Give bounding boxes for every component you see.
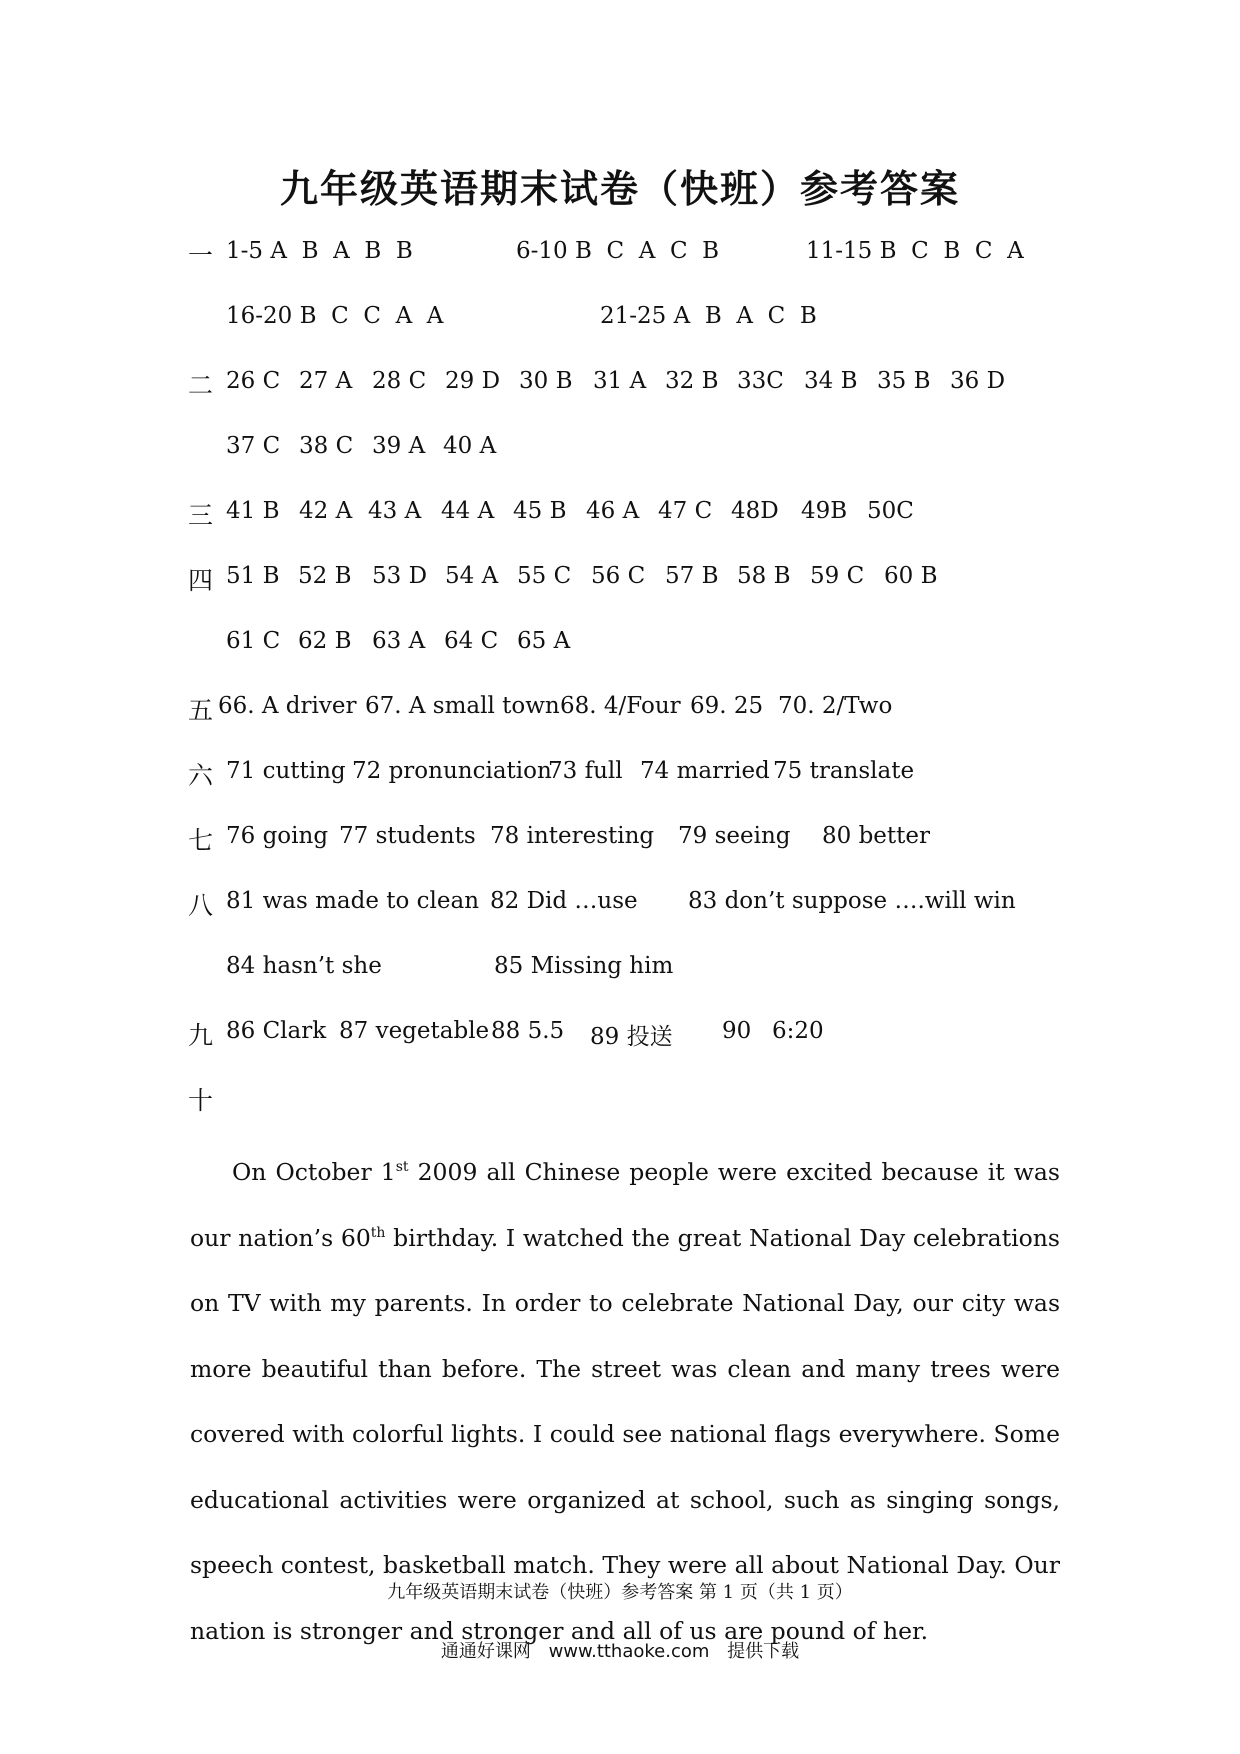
- answer-item: 55 C: [517, 563, 572, 589]
- answer-item: 76 going: [226, 823, 329, 849]
- answer-item: 51 B: [226, 563, 280, 589]
- essay-superscript: th: [370, 1224, 386, 1241]
- answer-item: 62 B: [298, 628, 352, 654]
- answer-item: 32 B: [665, 368, 719, 394]
- answer-item: 63 A: [372, 628, 426, 654]
- section-marker-7: 七: [188, 826, 214, 855]
- answer-item: 34 B: [804, 368, 858, 394]
- answer-item: 33C: [737, 368, 784, 394]
- section-marker-4: 四: [188, 566, 214, 595]
- answer-item: 70. 2/Two: [778, 693, 893, 719]
- answer-item: 86 Clark: [226, 1018, 327, 1044]
- answer-item: 26 C: [226, 368, 281, 394]
- answer-item: 52 B: [298, 563, 352, 589]
- answer-item: 79 seeing: [678, 823, 791, 849]
- answer-item: 47 C: [658, 498, 713, 524]
- answer-item: 60 B: [884, 563, 938, 589]
- answer-item: 57 B: [665, 563, 719, 589]
- answer-item: 75 translate: [773, 758, 915, 784]
- answer-item: 61 C: [226, 628, 281, 654]
- answer-item: 29 D: [445, 368, 501, 394]
- answer-item: 67. A small town: [365, 693, 560, 719]
- section-marker-6: 六: [188, 761, 214, 790]
- answer-item: 71 cutting: [226, 758, 346, 784]
- answer-item: 27 A: [299, 368, 353, 394]
- answer-item: 83 don’t suppose ….will win: [688, 888, 1016, 914]
- answer-item: 59 C: [810, 563, 865, 589]
- site-name: 通通好课网: [440, 1641, 531, 1662]
- answer-item: 88 5.5: [491, 1018, 565, 1044]
- answer-item: 85 Missing him: [494, 953, 674, 979]
- answer-item: 50C: [867, 498, 914, 524]
- answer-item: 43 A: [368, 498, 422, 524]
- essay-superscript: st: [395, 1159, 409, 1175]
- answer-item: 82 Did …use: [490, 888, 638, 914]
- download-footer: [0, 1637, 1240, 1663]
- essay-text: On October 1: [232, 1158, 396, 1186]
- answer-item: 58 B: [737, 563, 791, 589]
- essay-text: birthday. I watched the great National Day celebrations on TV with my parents. In order to celebrate National Day, our city was more beautiful than before. The street was clean and many trees were covered with colorful lights. I could see national flags everywhere. Some educational activities were organized at school, such as singing songs, speech contest, basketball match. They were all about National Day. Our nation is stronger and stronger and all of us are pound of her.: [190, 1223, 1060, 1645]
- answer-item: 66. A driver: [218, 693, 357, 719]
- answer-item: 73 full: [548, 758, 623, 784]
- answer-group: 11-15 B C B C A: [806, 238, 1024, 264]
- answer-item: 46 A: [586, 498, 640, 524]
- answer-item: 80 better: [822, 823, 931, 849]
- section-marker-2: 二: [188, 371, 214, 400]
- answer-item: 49B: [801, 498, 848, 524]
- answer-item: 35 B: [877, 368, 931, 394]
- answer-item: 31 A: [593, 368, 647, 394]
- answer-item: 37 C: [226, 433, 281, 459]
- section-marker-10: 十: [188, 1086, 214, 1115]
- answer-item: 41 B: [226, 498, 280, 524]
- answer-item: 74 married: [640, 758, 770, 784]
- answer-item: 64 C: [444, 628, 499, 654]
- page-footer: 九年级英语期末试卷（快班）参考答案 第 1 页（共 1 页）: [387, 1582, 853, 1603]
- answer-item: 56 C: [591, 563, 646, 589]
- page-title: 九年级英语期末试卷（快班）参考答案: [279, 167, 960, 211]
- answer-group: 21-25 A B A C B: [600, 303, 817, 329]
- answer-item: 77 students: [339, 823, 476, 849]
- answer-item: 30 B: [519, 368, 573, 394]
- answer-item: 90: [722, 1018, 752, 1044]
- answer-item: 48D: [731, 498, 779, 524]
- answer-item: 54 A: [445, 563, 499, 589]
- answer-item: 42 A: [299, 498, 353, 524]
- answer-item: 87 vegetable: [339, 1018, 490, 1044]
- answer-item: 36 D: [950, 368, 1006, 394]
- answer-item: 38 C: [299, 433, 354, 459]
- section-marker-9: 九: [188, 1021, 214, 1050]
- answer-item: 39 A: [372, 433, 426, 459]
- answer-item: 44 A: [441, 498, 495, 524]
- essay-text: 2009 all Chinese people were excited because it was our nation’s 60: [190, 1158, 1060, 1252]
- answer-item: 28 C: [372, 368, 427, 394]
- answer-group: 1-5 A B A B B: [226, 238, 413, 264]
- answer-item: 45 B: [513, 498, 567, 524]
- download-text: 提供下载: [727, 1641, 800, 1662]
- answer-group: 16-20 B C C A A: [226, 303, 444, 329]
- answer-item: 53 D: [372, 563, 428, 589]
- answer-item: 69. 25: [690, 693, 764, 719]
- answer-item: 6:20: [772, 1018, 824, 1044]
- answer-item: 89 投送: [590, 1024, 673, 1050]
- section-marker-8: 八: [188, 891, 214, 920]
- answer-group: 6-10 B C A C B: [516, 238, 720, 264]
- site-url[interactable]: www.tthaoke.com: [548, 1641, 710, 1662]
- section-marker-1: 一: [188, 241, 214, 270]
- answer-item: 72 pronunciation: [352, 758, 552, 784]
- section-marker-3: 三: [188, 501, 214, 530]
- answer-item: 81 was made to clean: [226, 888, 480, 914]
- answer-item: 78 interesting: [490, 823, 655, 849]
- answer-item: 65 A: [517, 628, 571, 654]
- answer-item: 40 A: [443, 433, 497, 459]
- answer-item: 84 hasn’t she: [226, 953, 382, 979]
- section-marker-5: 五: [188, 696, 214, 725]
- answer-item: 68. 4/Four: [560, 693, 681, 719]
